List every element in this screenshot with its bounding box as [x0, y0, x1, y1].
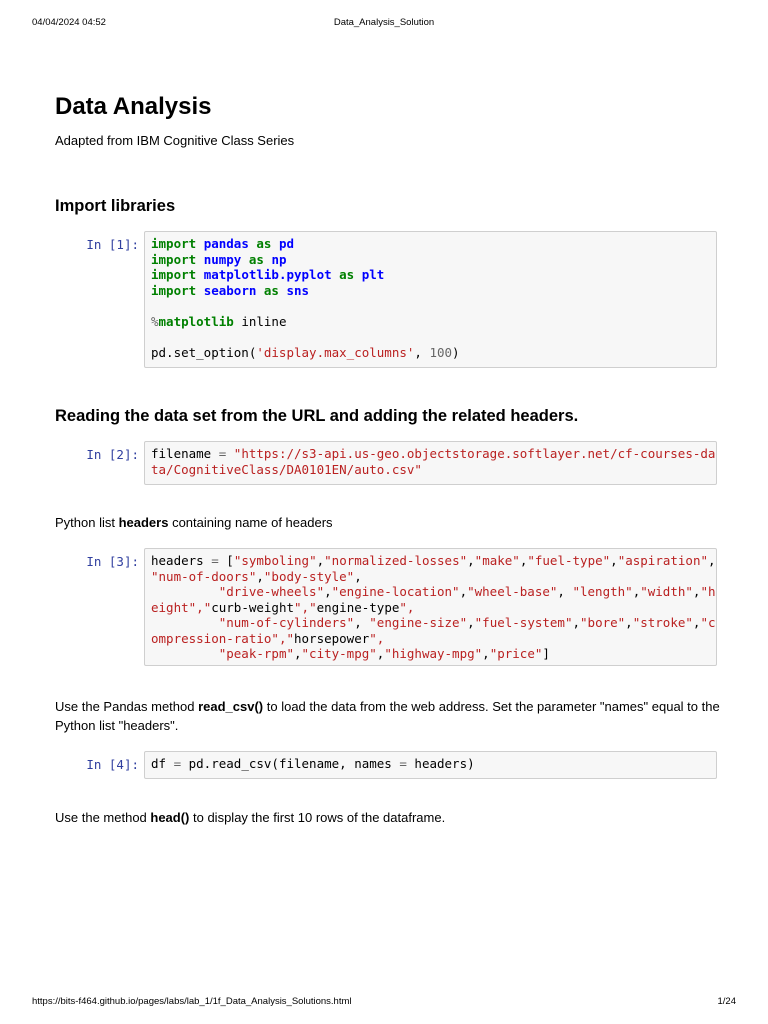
- cell-prompt: In [1]:: [86, 237, 139, 252]
- page-subtitle: Adapted from IBM Cognitive Class Series: [55, 133, 295, 148]
- code-text: headers = ["symboling","normalized-losses","make","fuel-type","aspiration", "num-of-doors","body-style", "drive-wheels","engine-location","wheel-base", "length","width","h eight","curb-weight","engine-type", "num-of-cylinders", "engine-size","fuel-system","bore","stroke","c ompression-ratio","horsepower", "peak-rpm","city-mpg","highway-mpg","price"]: [151, 553, 716, 661]
- print-footer: [32, 996, 736, 1008]
- paragraph-read-csv: Use the Pandas method read_csv() to load the data from the web address. Set the parameter "names" equal to the Python list "headers".: [55, 699, 720, 733]
- code-text: import pandas as pd import numpy as np import matplotlib.pyplot as plt import seaborn as sns %matplotlib inline pd.set_option('display.max_columns', 100): [151, 236, 460, 360]
- print-url: https://bits-f464.github.io/pages/labs/lab_1/1f_Data_Analysis_Solutions.html: [32, 996, 352, 1007]
- print-header: [32, 17, 736, 29]
- code-text: filename = "https://s3-api.us-geo.objectstorage.softlayer.net/cf-courses-da ta/CognitiveClass/DA0101EN/auto.csv": [151, 446, 716, 477]
- section-heading-import: Import libraries: [55, 197, 176, 215]
- cell-prompt: In [3]:: [86, 554, 139, 569]
- cell-prompt: In [2]:: [86, 447, 139, 462]
- code-input[interactable]: [144, 231, 717, 368]
- code-text: df = pd.read_csv(filename, names = headers): [151, 756, 475, 771]
- print-datetime: 04/04/2024 04:52: [32, 17, 106, 28]
- cell-prompt: In [4]:: [86, 757, 139, 772]
- code-input[interactable]: [144, 441, 717, 485]
- print-page-number: 1/24: [717, 996, 736, 1007]
- page-title: Data Analysis: [55, 93, 212, 120]
- code-input[interactable]: [144, 751, 717, 779]
- paragraph-head: Use the method head() to display the first 10 rows of the dataframe.: [55, 810, 446, 825]
- paragraph-headers: Python list headers containing name of headers: [55, 515, 333, 530]
- code-input[interactable]: [144, 548, 717, 666]
- section-heading-reading: Reading the data set from the URL and adding the related headers.: [55, 407, 579, 425]
- print-doc-title: Data_Analysis_Solution: [333, 17, 435, 28]
